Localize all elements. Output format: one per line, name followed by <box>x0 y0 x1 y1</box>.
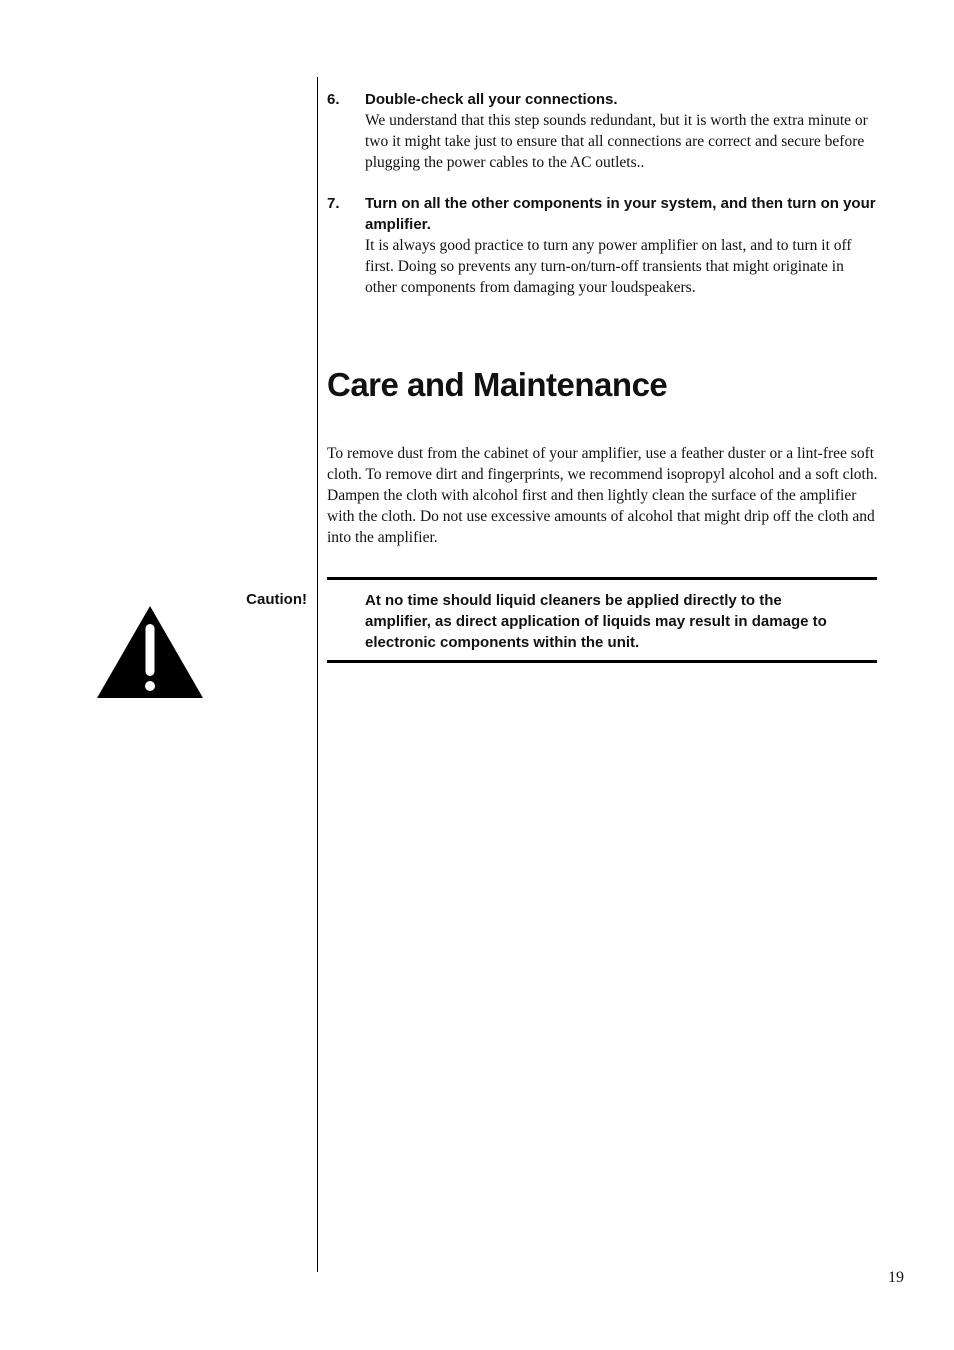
step-heading: Double-check all your connections. <box>365 91 618 108</box>
step-number: 6. <box>327 91 340 108</box>
page-number: 19 <box>888 1269 904 1286</box>
step-body: We understand that this step sounds redundant, but it is worth the extra minute or two it might take just to ensure that all connections are correct and secure before plugging the power cables to the AC outlets.. <box>365 112 868 171</box>
warning-triangle-icon <box>95 604 205 700</box>
step-6 <box>327 89 877 173</box>
step-7 <box>327 193 877 298</box>
step-body: It is always good practice to turn any power amplifier on last, and to turn it off first. Doing so prevents any turn-on/turn-off transients that might originate in other components from damaging your loudspeakers. <box>365 237 852 296</box>
section-title: Care and Maintenance <box>327 366 668 403</box>
caution-box <box>327 577 877 663</box>
step-number: 7. <box>327 195 340 212</box>
care-paragraph: To remove dust from the cabinet of your amplifier, use a feather duster or a lint-free soft cloth. To remove dirt and fingerprints, we recommend isopropyl alcohol and a soft cloth. Dampen the cloth with alcohol first and then lightly clean the surface of the amplifier with the cloth. Do not use excessive amounts of alcohol that might drip off the cloth and into the amplifier. <box>327 445 878 546</box>
step-heading: Turn on all the other components in your system, and then turn on your amplifier. <box>365 195 876 233</box>
caution-label: Caution! <box>246 591 307 608</box>
caution-text: At no time should liquid cleaners be applied directly to the amplifier, as direct application of liquids may result in damage to electronic components within the unit. <box>365 592 827 651</box>
margin-divider-line <box>317 77 318 1272</box>
